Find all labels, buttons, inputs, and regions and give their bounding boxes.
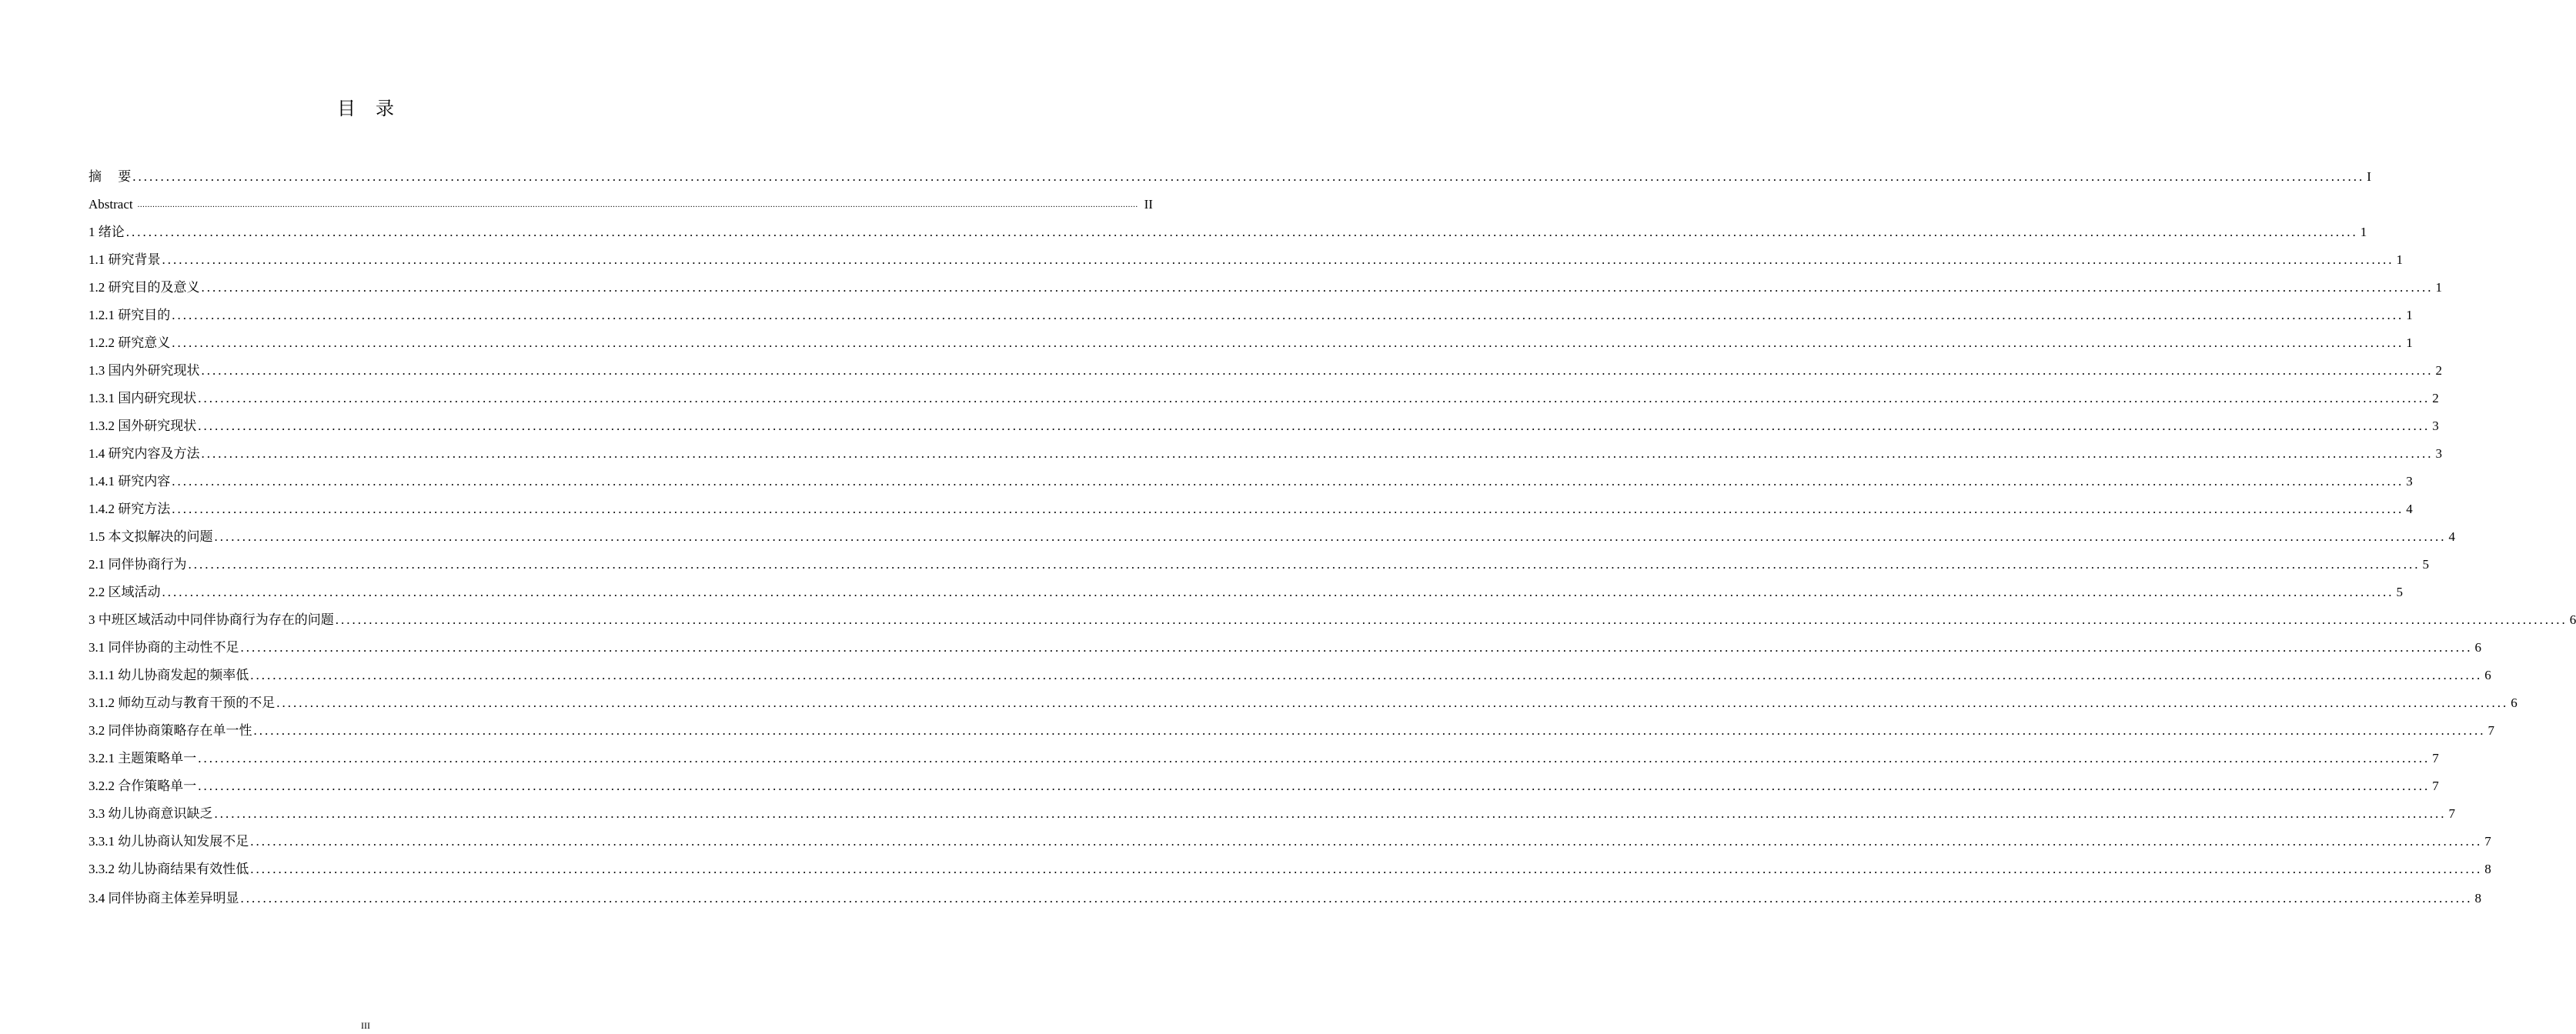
toc-entry-page: 7 (2484, 834, 2491, 849)
toc-entry-label: 摘 要 (89, 169, 132, 184)
toc-leader-dots: ................................................................................................................................................................................................................................................................................................................................................................................................................ (198, 391, 2431, 405)
page-title (0, 93, 731, 120)
toc-leader-dots: ................................................................................................................................................................................................................................................................................................................................................................................................................ (172, 474, 2404, 489)
toc-entry-label: 1.1 研究背景 (89, 252, 161, 267)
toc-entry-label: 1.3 国内外研究现状 (89, 363, 200, 378)
toc-entry-label: 3.1.2 师幼互动与教育干预的不足 (89, 695, 276, 710)
toc-entry[interactable] (89, 772, 2439, 800)
toc-leader-dots: ................................................................................................................................................................................................................................................................................................................................................................................................................ (335, 612, 2568, 627)
page-title-char-1: 目 (337, 99, 356, 119)
toc-entry[interactable] (89, 495, 2413, 523)
toc-entry-label: 3.2.2 合作策略单一 (89, 779, 197, 793)
toc-entry-page: 1 (2406, 335, 2413, 350)
toc-entry-page: 1 (2396, 252, 2403, 267)
toc-entry-page: 6 (2484, 668, 2491, 682)
toc-entry[interactable] (89, 468, 2413, 495)
toc-entry-page: 3 (2406, 474, 2413, 489)
toc-entry-page: 4 (2448, 529, 2455, 544)
toc-entry-page: 6 (2474, 640, 2481, 655)
toc-entry[interactable] (89, 551, 2429, 579)
toc-entry-page: 2 (2432, 391, 2439, 405)
toc-entry-page: 1 (2406, 308, 2413, 322)
toc-entry-page: II (1144, 197, 1153, 212)
toc-entry[interactable] (89, 745, 2439, 772)
toc-entry-page: 6 (2569, 612, 2576, 627)
toc-leader-dots: ................................................................................................................................................................................................................................................................................................................................................................................................................ (162, 252, 2394, 267)
toc-leader-dots: ................................................................................................................................................................................................................................................................................................................................................................................................................ (250, 668, 2483, 682)
toc-entry-label: 1.2.2 研究意义 (89, 335, 171, 350)
toc-entry-label: 1.4.2 研究方法 (89, 502, 171, 516)
toc-leader-dots: ................................................................................................................................................................................................................................................................................................................................................................................................................ (276, 695, 2509, 710)
toc-entry-page: 8 (2484, 862, 2491, 876)
toc-entry-label: 3.2 同伴协商策略存在单一性 (89, 723, 252, 738)
toc-entry[interactable] (89, 191, 1153, 218)
toc-leader-dots: ................................................................................................................................................................................................................................................................................................................................................................................................................ (188, 557, 2421, 572)
toc-entry-page: 8 (2474, 891, 2481, 906)
toc-entry-page: 7 (2487, 723, 2494, 738)
toc-entry-label: 1.2.1 研究目的 (89, 308, 171, 322)
toc-entry-label: 3.1 同伴协商的主动性不足 (89, 640, 239, 655)
toc-leader-dots: ................................................................................................................................................................................................................................................................................................................................................................................................................ (250, 862, 2483, 876)
toc-leader-dots: ................................................................................................................................................................................................................................................................................................................................................................................................................ (214, 529, 2447, 544)
toc-entry-label: 2.1 同伴协商行为 (89, 557, 187, 572)
toc-leader-dots: ................................................................................................................................................................................................................................................................................................................................................................................................................ (240, 891, 2473, 906)
toc-entry[interactable] (89, 357, 2442, 385)
toc-leader-dots: ................................................................................................................................................................................................................................................................................................................................................................................................................ (201, 446, 2434, 461)
toc-entry[interactable] (89, 523, 2455, 551)
toc-entry[interactable] (89, 412, 2439, 440)
toc-entry-label: 3.4 同伴协商主体差异明显 (89, 891, 239, 906)
toc-entry-page: 4 (2406, 502, 2413, 516)
toc-entry-label: 2.2 区域活动 (89, 585, 161, 599)
toc-entry[interactable] (89, 828, 2491, 856)
toc-entry-page: 1 (2360, 225, 2367, 239)
toc-entry-label: 3.1.1 幼儿协商发起的频率低 (89, 668, 249, 682)
toc-leader-dots: ................................................................................................................................................................................................................................................................................................................................................................................................................ (250, 834, 2483, 849)
page-title-char-2: 录 (376, 99, 394, 119)
toc-leader-dots: ................................................................................................................................................................................................................................................................................................................................................................................................................ (125, 225, 2358, 239)
toc-entry-page: 6 (2511, 695, 2518, 710)
toc-entry-label: 1 绪论 (89, 225, 125, 239)
toc-entry-page: 5 (2422, 557, 2429, 572)
toc-entry-label: 1.3.2 国外研究现状 (89, 419, 197, 433)
toc-entry-label: 1.3.1 国内研究现状 (89, 391, 197, 405)
toc-leader-dots: ................................................................................................................................................................................................................................................................................................................................................................................................................ (172, 308, 2404, 322)
toc-entry-page: 5 (2396, 585, 2403, 599)
toc-entry[interactable] (89, 274, 2442, 302)
toc-leader-dots: ................................................................................................................................................................................................................................................................................................................................................................................................................ (214, 806, 2447, 821)
toc-entry-page: 3 (2435, 446, 2442, 461)
toc-leader-dots: ................................................................................................................................................................................................................................................................................................................................................................................................................ (253, 723, 2486, 738)
toc-leader-dots: ................................................................................................................................................................................................................................................................................................................................................................................................................ (198, 751, 2431, 765)
toc-entry-label: Abstract (89, 197, 133, 212)
toc-leader-dots: ................................................................................................................................................................................................................................................................................................................................................................................................................ (172, 335, 2404, 350)
toc-entry-label: 1.4 研究内容及方法 (89, 446, 200, 461)
toc-entry[interactable] (89, 218, 2367, 246)
toc-entry[interactable] (89, 579, 2403, 606)
toc-entry-page: 7 (2432, 751, 2439, 765)
toc-entry[interactable] (89, 662, 2491, 689)
toc-entry-label: 3.2.1 主题策略单一 (89, 751, 197, 765)
table-of-contents (89, 163, 2576, 912)
toc-leader-dots: ................................................................................................................................................................................................................................................................................................................................................................................................................ (198, 779, 2431, 793)
toc-entry[interactable] (89, 634, 2481, 662)
toc-entry[interactable] (89, 800, 2455, 828)
toc-entry[interactable] (89, 856, 2491, 883)
toc-leader-dots: ................................................................................................................................................................................................................................................................................................................................................................................................................ (201, 280, 2434, 295)
toc-entry-page: 7 (2432, 779, 2439, 793)
toc-entry[interactable] (89, 885, 2481, 912)
toc-entry[interactable] (89, 329, 2413, 357)
toc-entry[interactable] (89, 689, 2518, 717)
toc-entry-page: 7 (2448, 806, 2455, 821)
toc-entry[interactable] (89, 302, 2413, 329)
toc-leader-dots: ................................................................................................................................................................................................................................................................................................................................................................................................................ (132, 169, 2365, 184)
toc-entry-page: 3 (2432, 419, 2439, 433)
toc-entry[interactable] (89, 163, 2371, 191)
toc-entry-label: 1.4.1 研究内容 (89, 474, 171, 489)
toc-leader-dots: ................................................................................................................................................................................................................................................................................................................................................................................................................ (172, 502, 2404, 516)
toc-leader-dots: ................................................................................................................................................................................................................................................................................................................................................................................................................ (198, 419, 2431, 433)
toc-entry-page: 1 (2435, 280, 2442, 295)
toc-entry-label: 3 中班区域活动中同伴协商行为存在的问题 (89, 612, 334, 627)
toc-leader-dots: ................................................................................................................................................................................................................................................................................................................................................................................................................ (240, 640, 2473, 655)
toc-entry-label: 3.3.2 幼儿协商结果有效性低 (89, 862, 249, 876)
toc-entry[interactable] (89, 440, 2442, 468)
toc-entry-label: 1.2 研究目的及意义 (89, 280, 200, 295)
toc-entry[interactable] (89, 385, 2439, 412)
toc-entry-page: 2 (2435, 363, 2442, 378)
toc-leader-dots: ................................................................................................................................................................................................................................................................................................................................................................................................................ (201, 363, 2434, 378)
toc-entry-page: I (2367, 169, 2371, 184)
toc-leader-dots: ................................................................................................................................................................................................................................................................................................................................................................................................................ (162, 585, 2394, 599)
toc-entry-label: 3.3.1 幼儿协商认知发展不足 (89, 834, 249, 849)
toc-leader-dots: ................................................................................................................................................................................................................................................................................................................................................................................................................ (137, 200, 1138, 209)
page-number-footer: III (361, 1020, 370, 1031)
toc-entry[interactable] (89, 717, 2494, 745)
toc-entry[interactable] (89, 606, 2576, 634)
toc-entry-label: 1.5 本文拟解决的问题 (89, 529, 213, 544)
toc-entry[interactable] (89, 246, 2403, 274)
toc-entry-label: 3.3 幼儿协商意识缺乏 (89, 806, 213, 821)
